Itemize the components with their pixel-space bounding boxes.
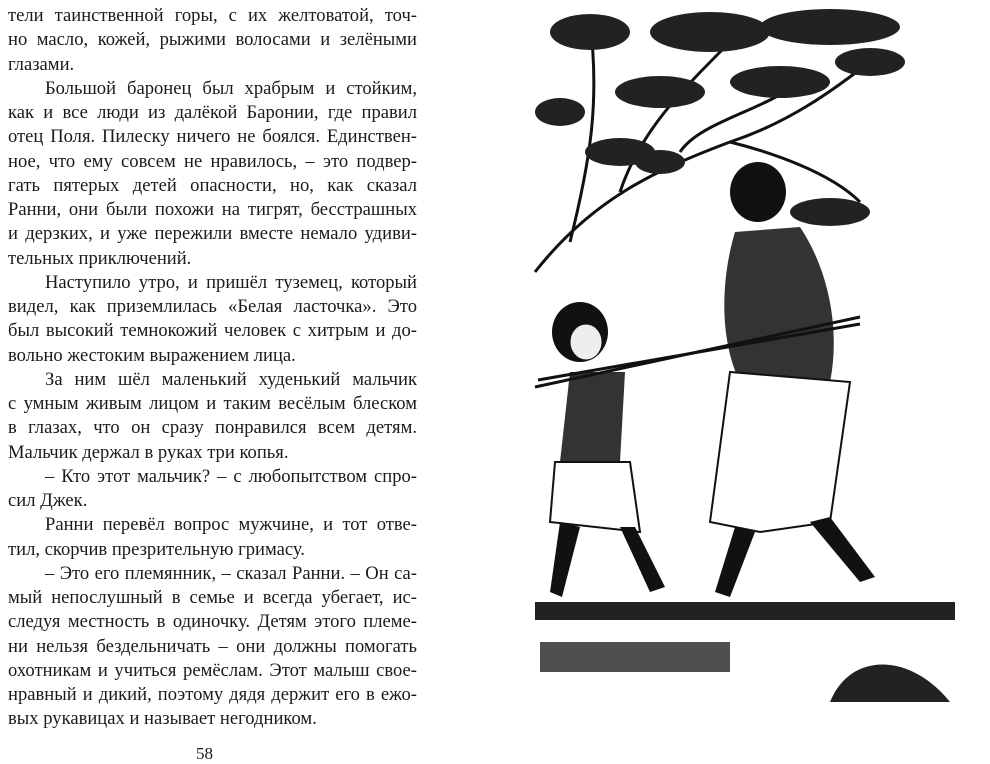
page-number: 58 <box>196 744 213 763</box>
text-line: в глазах, что он сразу понравился всем детям. <box>8 417 417 439</box>
text-line: видел, как приземлилась «Белая ласточка». Это <box>8 296 417 317</box>
man-figure <box>710 162 875 597</box>
text-line: следуя местность в одиночку. Детям этого племе- <box>8 611 417 633</box>
text-line: мый непослушный в семье и всегда убегает, ис- <box>8 587 417 608</box>
text-line: Ранни перевёл вопрос мужчине, и тот отве- <box>45 514 417 536</box>
body-text <box>8 4 417 732</box>
text-line: Мальчик держал в руках три копья. <box>8 441 289 463</box>
text-line: гать пятерых детей опасности, но, как сказал <box>8 174 417 196</box>
text-line: и дерзких, и уже пережили вместе немало удиви- <box>8 223 417 245</box>
text-line: с умным живым лицом и таким весёлым блеском <box>8 393 417 414</box>
tree-illustration <box>535 22 870 272</box>
text-line: Наступило утро, и пришёл туземец, который <box>45 271 417 293</box>
text-line: глазами. <box>8 53 75 75</box>
text-line: За ним шёл маленький худенький мальчик <box>45 368 417 390</box>
text-line: тил, скорчив презрительную гримасу. <box>8 538 305 560</box>
text-line: – Это его племянник, – сказал Ранни. – Он са- <box>45 562 417 584</box>
text-line: сил Джек. <box>8 490 88 511</box>
text-line: был высокий темнокожий человек с хитрым и до- <box>8 320 417 342</box>
text-line: – Кто этот мальчик? – с любопытством спро- <box>45 465 417 487</box>
text-line: но масло, кожей, рыжими волосами и зелёными <box>8 29 417 51</box>
text-line: ни нельзя бездельничать – они должны помогать <box>8 635 417 657</box>
text-line: отец Поля. Пилеску ничего не боялся. Единствен- <box>8 126 417 148</box>
text-line: нравный и дикий, поэтому дядя держит его в ежо- <box>8 684 417 705</box>
text-line: вых рукавицах и называет негодником. <box>8 708 317 730</box>
text-line: Ранни, они были похожи на тигрят, бесстрашных <box>8 199 417 220</box>
text-line: вольно жестоким выражением лица. <box>8 344 296 366</box>
text-line: тельных приключений. <box>8 247 192 269</box>
text-line: как и все люди из далёкой Баронии, где правил <box>8 102 417 123</box>
illustration-man-and-boy-with-spears <box>530 2 965 724</box>
text-line: Большой баронец был храбрым и стойким, <box>45 77 417 99</box>
text-line: тели таинственной горы, с их желтоватой, точ- <box>8 5 417 26</box>
text-line: ное, что ему совсем не нравилось, – это подвер- <box>8 150 417 172</box>
boy-figure <box>550 302 665 597</box>
text-line: охотникам и учиться ремёслам. Этот малыш свое- <box>8 659 417 681</box>
ground <box>535 602 955 702</box>
